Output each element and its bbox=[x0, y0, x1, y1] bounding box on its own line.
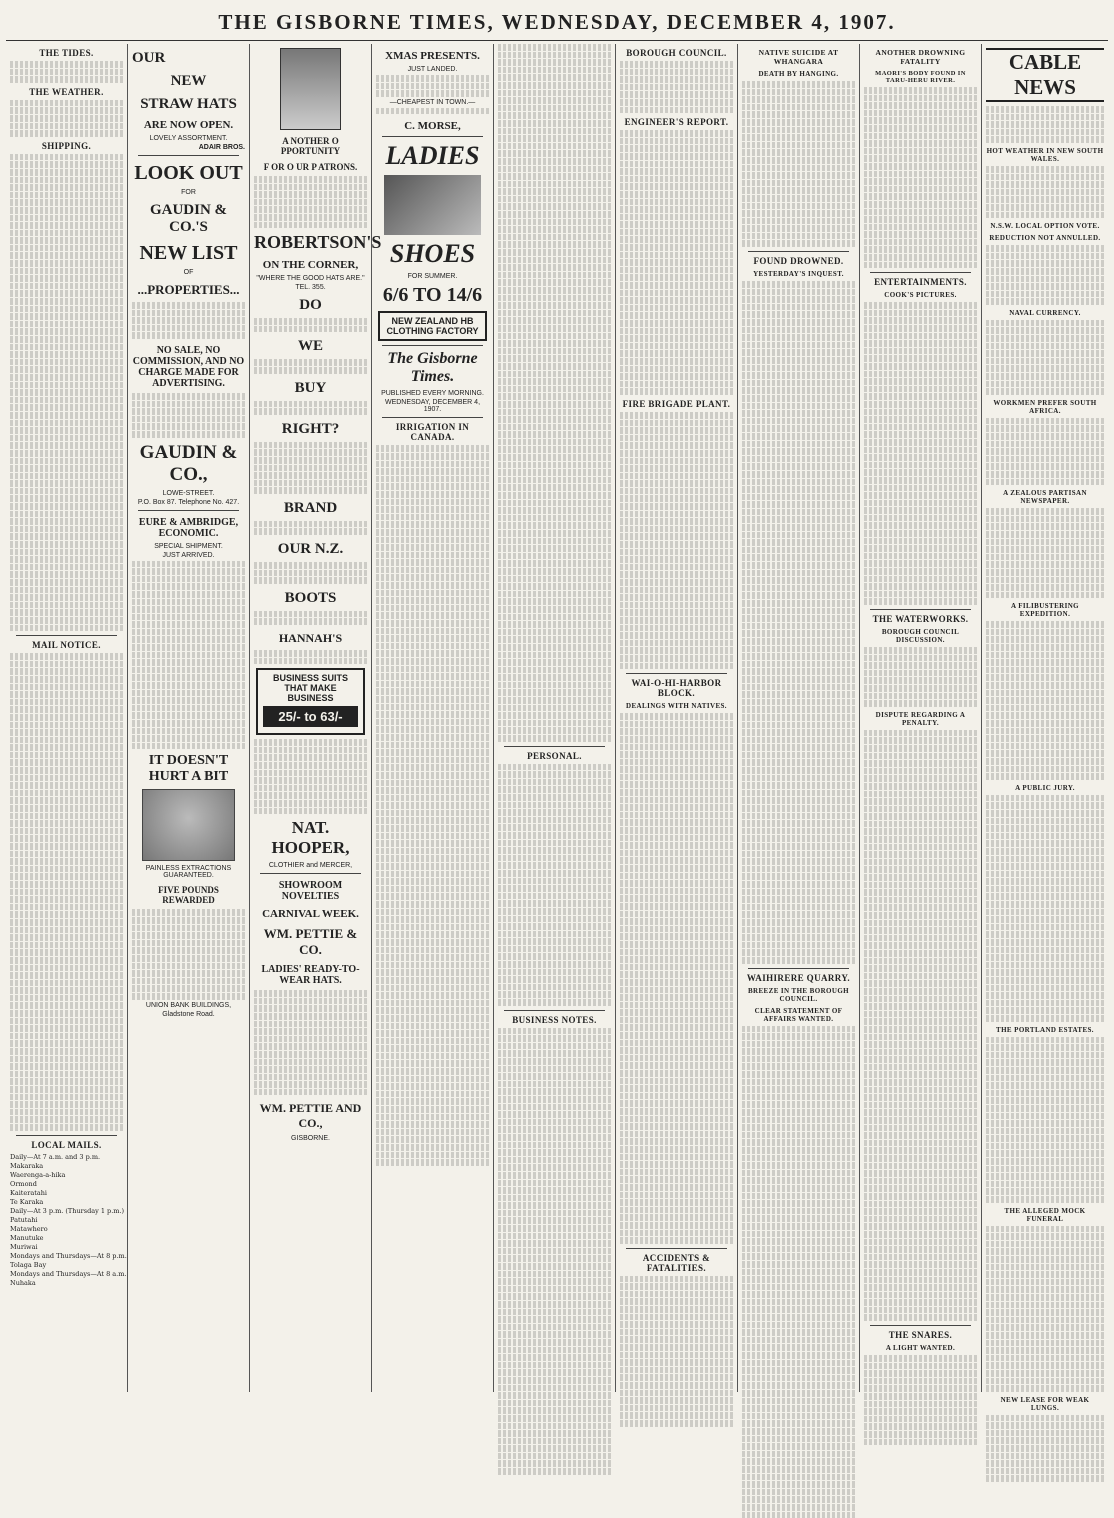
no-sale-text: NO SALE, NO COMMISSION, AND NO CHARGE MADE FOR ADVERTISING. bbox=[132, 344, 245, 389]
another-drowning-heading: ANOTHER DROWNING FATALITY bbox=[875, 48, 966, 66]
entertainments-heading: ENTERTAINMENTS. bbox=[874, 277, 967, 288]
list-item: Matawhero bbox=[10, 1224, 48, 1233]
portland-heading: THE PORTLAND ESTATES. bbox=[996, 1025, 1094, 1034]
column-3 bbox=[250, 44, 382, 1392]
five-pounds-text: FIVE POUNDS REWARDED bbox=[158, 885, 219, 906]
new-list-text: NEW LIST bbox=[139, 242, 238, 264]
native-suicide-heading: NATIVE SUICIDE AT WHANGARA bbox=[758, 48, 839, 66]
ladies-hats-text: LADIES' READY-TO-WEAR HATS. bbox=[261, 964, 360, 987]
column-1 bbox=[6, 44, 128, 1392]
boots-text: BOOTS bbox=[284, 589, 337, 606]
local-mails-list bbox=[10, 1152, 127, 1288]
of-text: OF bbox=[183, 269, 194, 276]
we-text: WE bbox=[297, 338, 323, 355]
po-box-text: P.O. Box 87. Telephone No. 427. bbox=[137, 498, 240, 506]
shoes-text: SHOES bbox=[389, 239, 476, 269]
engineers-report-heading: ENGINEER'S REPORT. bbox=[624, 117, 729, 128]
gaudin-co-text: GAUDIN & CO., bbox=[139, 441, 238, 485]
business-suits-text: BUSINESS SUITS THAT MAKE BUSINESS bbox=[272, 673, 348, 704]
waihirere-quarry-heading: WAIHIRERE QUARRY. bbox=[746, 972, 851, 983]
filibustering-heading: A FILIBUSTERING EXPEDITION. bbox=[1010, 602, 1080, 619]
showroom-text: SHOWROOM NOVELTIES bbox=[278, 880, 343, 903]
look-out-text: LOOK OUT bbox=[134, 162, 243, 184]
right-text: RIGHT? bbox=[281, 420, 340, 437]
shoe-illustration bbox=[384, 175, 481, 235]
cable-news-title: CABLE NEWS bbox=[986, 48, 1104, 102]
painless-text: PAINLESS EXTRACTIONS GUARANTEED. bbox=[145, 865, 232, 880]
light-wanted-heading: A LIGHT WANTED. bbox=[885, 1344, 956, 1353]
another-opportunity: A NOTHER O PPORTUNITY bbox=[280, 136, 341, 156]
local-mails-heading: LOCAL MAILS. bbox=[31, 1139, 102, 1150]
are-now-open-text: ARE NOW OPEN. bbox=[143, 119, 234, 131]
adair-bros: ADAIR BROS. bbox=[198, 144, 245, 151]
waterworks-heading: THE WATERWORKS. bbox=[872, 614, 969, 624]
xmas-text: XMAS PRESENTS. bbox=[385, 50, 480, 62]
list-item: Tolaga Bay bbox=[10, 1260, 47, 1269]
reduction-heading: REDUCTION NOT ANNULLED. bbox=[989, 234, 1101, 243]
cooks-pictures-heading: COOK'S PICTURES. bbox=[884, 291, 957, 300]
list-item: Mondays and Thursdays—At 8 p.m. bbox=[10, 1251, 127, 1260]
lowe-street-text: LOWE-STREET. bbox=[162, 489, 215, 497]
our-nz-text: OUR N.Z. bbox=[277, 541, 344, 558]
special-shipment-text: SPECIAL SHIPMENT. bbox=[154, 542, 223, 550]
hannahs-text: HANNAH'S bbox=[278, 631, 343, 646]
masthead-title: THE GISBORNE TIMES, WEDNESDAY, DECEMBER 4, 1907. bbox=[218, 10, 896, 34]
personal-heading: PERSONAL. bbox=[527, 750, 582, 761]
column-4 bbox=[372, 44, 494, 1392]
list-item: Makaraka bbox=[10, 1161, 44, 1170]
breeze-heading: BREEZE IN THE BOROUGH COUNCIL. bbox=[747, 986, 850, 1003]
nat-hooper-text: NAT. HOOPER, bbox=[271, 818, 350, 858]
list-item: Mondays and Thursdays—At 8 a.m. bbox=[10, 1269, 127, 1278]
nz-hb-box: NEW ZEALAND HB CLOTHING FACTORY bbox=[378, 311, 487, 341]
yesterdays-inquest-heading: YESTERDAY'S INQUEST. bbox=[753, 270, 844, 279]
pettie-text: WM. PETTIE & CO. bbox=[263, 926, 358, 958]
naval-heading: NAVAL CURRENCY. bbox=[1009, 308, 1081, 317]
date-text: WEDNESDAY, DECEMBER 4, 1907. bbox=[384, 399, 481, 414]
carnival-text: CARNIVAL WEEK. bbox=[262, 908, 359, 921]
hot-weather-heading: HOT WEATHER IN NEW SOUTH WALES. bbox=[986, 146, 1104, 163]
alleged-mock-heading: THE ALLEGED MOCK FUNERAL bbox=[1004, 1206, 1086, 1223]
our-text: OUR bbox=[132, 50, 166, 66]
dentist-illustration bbox=[142, 789, 235, 861]
robertson-text: ROBERTSON'S bbox=[254, 232, 382, 253]
borough-council-heading: BOROUGH COUNCIL. bbox=[626, 48, 727, 58]
for-our-patrons: F OR O UR P ATRONS. bbox=[263, 162, 358, 172]
pettie-bottom-text: WM. PETTIE AND CO., bbox=[259, 1101, 362, 1131]
column-8 bbox=[860, 44, 982, 1392]
irrigation-heading: IRRIGATION IN CANADA. bbox=[395, 422, 470, 443]
column-5 bbox=[494, 44, 616, 1392]
waihirere-heading: WAI-O-HI-HARBOR BLOCK. bbox=[631, 678, 722, 699]
morse-text: C. MORSE, bbox=[404, 120, 461, 133]
list-item: Te Karaka bbox=[10, 1197, 44, 1206]
straw-hats-text: STRAW HATS bbox=[140, 96, 237, 112]
nsw-local-option-heading: N.S.W. LOCAL OPTION VOTE. bbox=[990, 222, 1100, 231]
list-item: Manutuke bbox=[10, 1233, 44, 1242]
doesnt-hurt-text: IT DOESN'T HURT A BIT bbox=[148, 753, 229, 785]
zealous-heading: A ZEALOUS PARTISAN NEWSPAPER. bbox=[1003, 489, 1087, 506]
just-arrived-text: JUST ARRIVED. bbox=[162, 551, 215, 559]
weather-heading: THE WEATHER. bbox=[29, 86, 104, 97]
masthead-rule bbox=[6, 40, 1108, 41]
column-7 bbox=[738, 44, 860, 1392]
fire-brigade-heading: FIRE BRIGADE PLANT. bbox=[622, 398, 731, 409]
accidents-heading: ACCIDENTS & FATALITIES. bbox=[642, 1252, 711, 1273]
gladstone-road-text: Gladstone Road. bbox=[162, 1010, 215, 1018]
paper-title: The Gisborne Times. bbox=[387, 350, 478, 386]
business-notes-heading: BUSINESS NOTES. bbox=[512, 1014, 597, 1025]
on-the-corner-text: ON THE CORNER, bbox=[262, 259, 359, 272]
business-suits-box bbox=[256, 668, 365, 735]
clear-statement-heading: CLEAR STATEMENT OF AFFAIRS WANTED. bbox=[754, 1006, 843, 1023]
new-text: NEW bbox=[170, 73, 207, 89]
new-lease-heading: NEW LEASE FOR WEAK LUNGS. bbox=[1000, 1395, 1090, 1412]
list-item: Kaiteratahi bbox=[10, 1188, 48, 1197]
published-text: PUBLISHED EVERY MORNING. bbox=[381, 390, 484, 398]
list-item: Nuhaka bbox=[10, 1278, 36, 1287]
gisborne-bottom-text: GISBORNE. bbox=[291, 1135, 330, 1143]
column-9 bbox=[982, 44, 1108, 1412]
found-drowned-heading: FOUND DROWNED. bbox=[753, 256, 844, 267]
masthead bbox=[0, 0, 1114, 40]
brand-text: BRAND bbox=[283, 499, 338, 516]
dealings-heading: DEALINGS WITH NATIVES. bbox=[626, 702, 727, 711]
list-item: Ormond bbox=[10, 1179, 37, 1188]
column-6 bbox=[616, 44, 738, 1392]
public-jury-heading: A PUBLIC JURY. bbox=[1015, 783, 1075, 792]
buy-text: BUY bbox=[294, 379, 327, 396]
ladies-text: LADIES bbox=[385, 141, 480, 171]
union-bank-text: UNION BANK BUILDINGS, bbox=[145, 1001, 232, 1009]
good-hats-text: "WHERE THE GOOD HATS ARE." bbox=[256, 275, 365, 283]
list-item: Daily—At 3 p.m. (Thursday 1 p.m.) bbox=[10, 1206, 125, 1215]
for-text: FOR bbox=[181, 189, 196, 196]
cheapest-text: —CHEAPEST IN TOWN.— bbox=[389, 98, 476, 106]
columns bbox=[6, 44, 1108, 1412]
do-text: DO bbox=[299, 297, 322, 314]
gaudin-text: GAUDIN & CO.'S bbox=[149, 202, 228, 235]
death-by-hanging-heading: DEATH BY HANGING. bbox=[758, 70, 839, 78]
borough-discuss-heading: BOROUGH COUNCIL DISCUSSION. bbox=[881, 628, 960, 644]
eure-text: EURE & AMBRIDGE, ECONOMIC. bbox=[138, 516, 239, 539]
for-summer-text: FOR SUMMER. bbox=[407, 273, 458, 281]
workmen-heading: WORKMEN PREFER SOUTH AFRICA. bbox=[993, 398, 1097, 415]
man-illustration bbox=[280, 48, 341, 130]
dispute-heading: DISPUTE REGARDING A PENALTY. bbox=[875, 710, 966, 727]
clothier-text: CLOTHIER and MERCER, bbox=[268, 862, 353, 870]
just-landed-text: JUST LANDED. bbox=[407, 66, 458, 73]
column-2 bbox=[128, 44, 250, 1392]
shoe-price-text: 6/6 TO 14/6 bbox=[382, 284, 483, 307]
lovely-assortment: LOVELY ASSORTMENT. bbox=[149, 135, 228, 142]
list-item: Patutahi bbox=[10, 1215, 38, 1224]
snares-heading: THE SNARES. bbox=[888, 1330, 953, 1341]
list-item: Waerenga-a-hika bbox=[10, 1170, 66, 1179]
list-item: Daily—At 7 a.m. and 3 p.m. bbox=[10, 1152, 101, 1161]
shipping-heading: SHIPPING. bbox=[41, 140, 92, 151]
properties-text: ...PROPERTIES... bbox=[137, 282, 240, 297]
tel-text: TEL. 355. bbox=[295, 284, 326, 292]
maoris-body-heading: MAORI'S BODY FOUND IN TARU-HERU RIVER. bbox=[875, 70, 966, 84]
list-item: Muriwai bbox=[10, 1242, 38, 1251]
suits-price: 25/- to 63/- bbox=[263, 706, 358, 727]
mail-notice-heading: MAIL NOTICE. bbox=[32, 640, 101, 651]
tides-heading: THE TIDES. bbox=[39, 48, 94, 58]
